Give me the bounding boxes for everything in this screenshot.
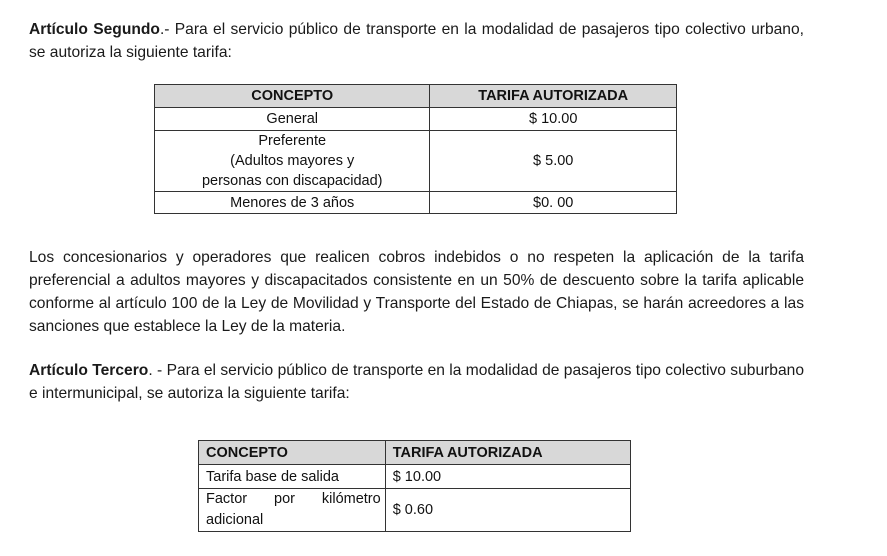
concepto-word: kilómetro <box>321 491 381 507</box>
table-header-row <box>199 441 631 465</box>
table-row <box>155 108 677 131</box>
articulo-tercero-paragraph <box>29 359 804 405</box>
articulo-tercero-text: . - Para el servicio público de transporte en la modalidad de pasajeros tipo colectivo suburbano e intermunicipal, se autoriza la siguiente tarifa: <box>29 362 804 402</box>
table-row <box>199 465 631 489</box>
tarifa-urbano-table <box>154 84 677 214</box>
concepto-line: Preferente <box>258 133 327 149</box>
header-tarifa: TARIFA AUTORIZADA <box>430 85 677 108</box>
header-concepto: CONCEPTO <box>199 441 386 465</box>
table-row <box>155 131 677 192</box>
concepto-cell: Tarifa base de salida <box>199 465 386 489</box>
concepto-word: Factor <box>206 491 248 507</box>
tarifa-cell: $ 10.00 <box>385 465 630 489</box>
tarifa-cell: $ 10.00 <box>430 108 677 131</box>
header-tarifa: TARIFA AUTORIZADA <box>385 441 630 465</box>
table-header-row <box>155 85 677 108</box>
table-row <box>155 192 677 214</box>
tarifa-cell: $ 0.60 <box>385 489 630 532</box>
articulo-segundo-text: .- Para el servicio público de transporte en la modalidad de pasajeros tipo colectivo urbano, se autoriza la siguiente tarifa: <box>29 21 804 61</box>
articulo-segundo-paragraph <box>29 18 804 64</box>
concepto-line: (Adultos mayores y <box>230 153 355 169</box>
concepto-cell: General <box>155 108 430 131</box>
tarifa-suburbano-table <box>198 440 631 532</box>
concepto-cell <box>199 489 386 532</box>
concepto-cell <box>155 131 430 192</box>
concepto-cell: Menores de 3 años <box>155 192 430 214</box>
concepto-word: por <box>274 491 295 507</box>
tarifa-cell: $0. 00 <box>430 192 677 214</box>
sanciones-paragraph: Los concesionarios y operadores que realicen cobros indebidos o no respeten la aplicación de la tarifa preferencial a adultos mayores y discapacitados consistente en un 50% de descuento sobre la tarifa aplicable conforme al artículo 100 de la Ley de Movilidad y Transporte del Estado de Chiapas, se harán acreedores a las sanciones que establece la Ley de la materia. <box>29 249 804 335</box>
concepto-line: personas con discapacidad) <box>201 173 383 189</box>
header-concepto: CONCEPTO <box>155 85 430 108</box>
table-row <box>199 489 631 532</box>
tarifa-cell: $ 5.00 <box>430 131 677 192</box>
concepto-line: adicional <box>206 512 264 528</box>
articulo-segundo-heading: Artículo Segundo <box>29 21 160 38</box>
articulo-tercero-heading: Artículo Tercero <box>29 362 149 379</box>
concepto-line <box>206 489 385 510</box>
